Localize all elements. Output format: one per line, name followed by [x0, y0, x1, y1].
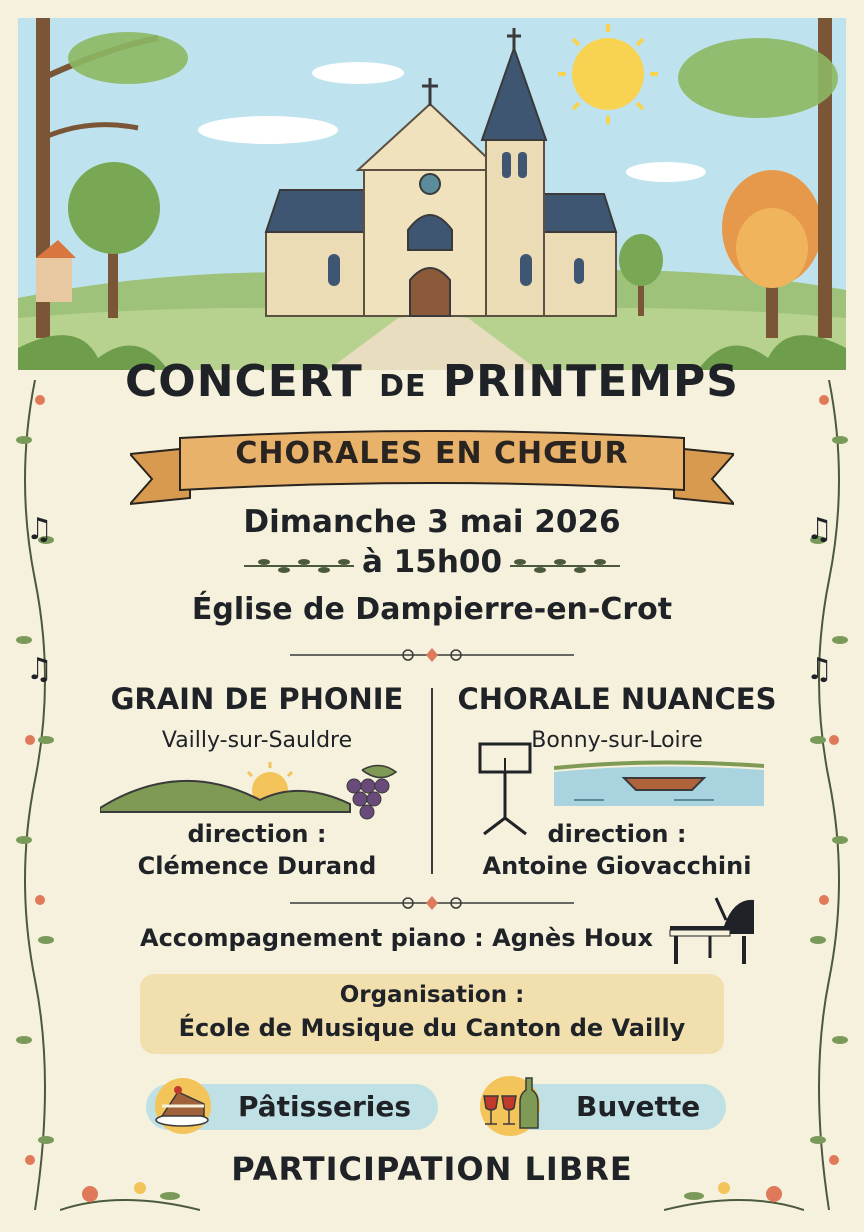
ornament-divider	[290, 646, 574, 664]
piano-accompaniment: Accompagnement piano : Agnès Houx	[140, 924, 654, 952]
grand-piano-icon	[664, 890, 760, 970]
event-time: à 15h00	[361, 544, 503, 580]
organisation-name: École de Musique du Canton de Vailly	[178, 1014, 686, 1042]
music-note-icon: ♫	[806, 652, 833, 687]
title-word-de: DE	[379, 369, 427, 404]
choir-left-name: GRAIN DE PHONIE	[110, 682, 404, 716]
choir-right-direction-label: direction :	[547, 820, 687, 848]
choir-left-director: Clémence Durand	[137, 852, 377, 880]
event-date: Dimanche 3 mai 2026	[243, 504, 621, 540]
flower-decoration-left	[60, 1160, 200, 1216]
music-note-icon: ♫	[26, 652, 53, 687]
title-word-concert: CONCERT	[125, 356, 363, 407]
organisation-label: Organisation :	[339, 982, 525, 1008]
choir-right-name: CHORALE NUANCES	[457, 682, 777, 716]
music-note-icon: ♫	[26, 512, 53, 547]
bar-label: Buvette	[576, 1090, 701, 1123]
choir-left-town: Vailly-sur-Sauldre	[161, 728, 353, 753]
choir-right-director: Antoine Giovacchini	[482, 852, 752, 880]
choir-right-town: Bonny-sur-Loire	[531, 728, 703, 753]
subtitle: CHORALES EN CHŒUR	[235, 436, 629, 471]
ornament-divider-2	[290, 894, 574, 912]
wine-glasses-bottle-icon	[474, 1072, 550, 1136]
church-landscape-illustration	[18, 18, 846, 370]
pastries-label: Pâtisseries	[238, 1090, 412, 1123]
column-divider	[431, 688, 433, 874]
poster-title	[0, 356, 864, 407]
music-note-icon: ♫	[806, 512, 833, 547]
river-boat-icon	[554, 760, 764, 816]
title-word-printemps: PRINTEMPS	[442, 356, 739, 407]
sun-icon	[558, 24, 658, 124]
participation-libre: PARTICIPATION LIBRE	[231, 1150, 633, 1188]
flower-decoration-right	[664, 1160, 804, 1216]
cake-slice-icon	[148, 1074, 218, 1134]
choir-left-direction-label: direction :	[187, 820, 327, 848]
event-venue: Église de Dampierre-en-Crot	[191, 592, 673, 627]
leaf-divider-right	[510, 556, 620, 576]
